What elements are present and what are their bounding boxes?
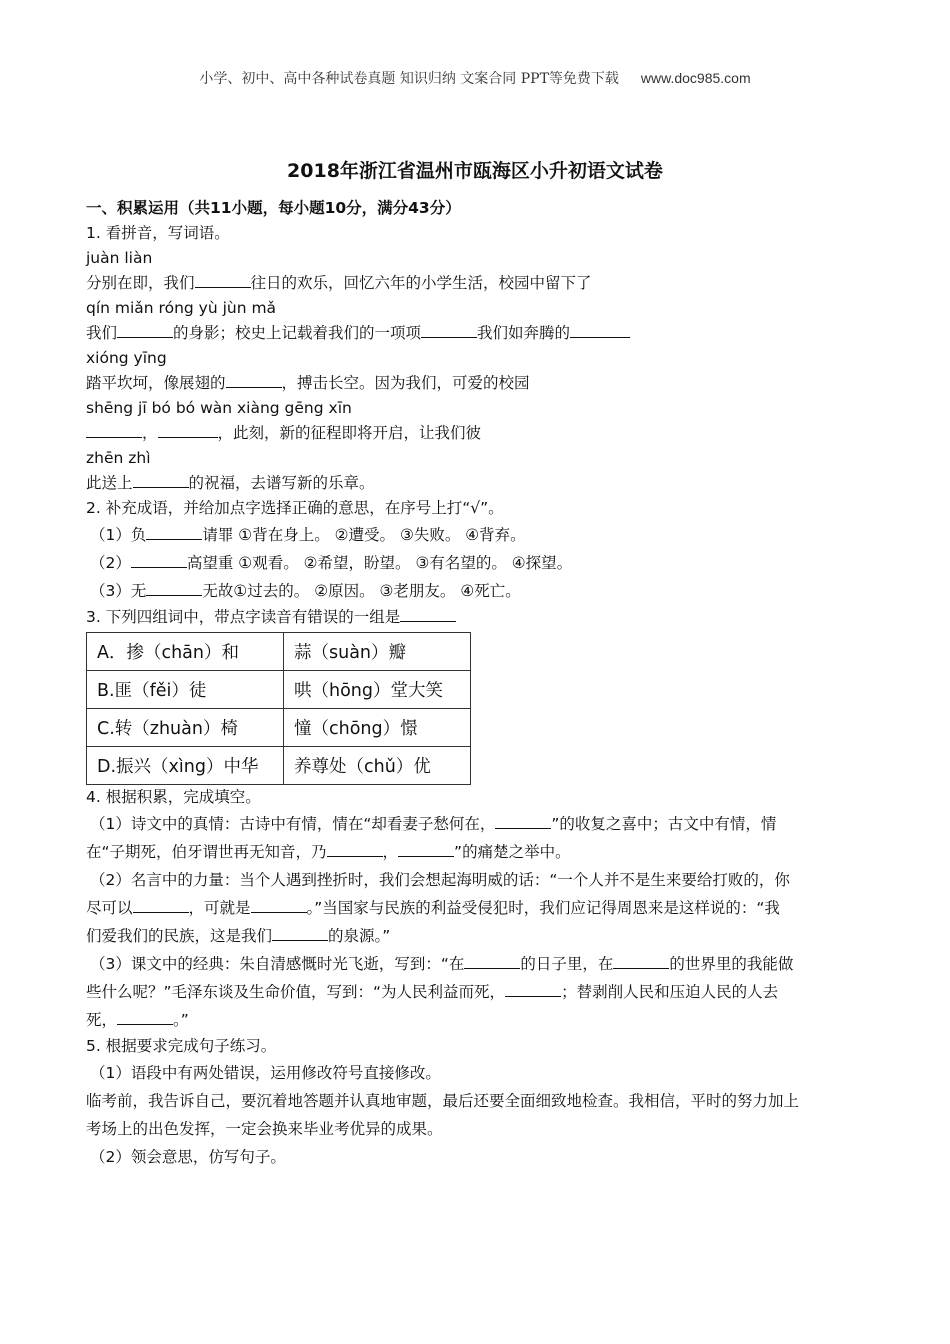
pinyin-2: qín miǎn róng yù jùn mǎ — [86, 299, 277, 317]
pinyin-4: shēng jī bó bó wàn xiàng gēng xīn — [86, 399, 352, 417]
q5-stem: 5. 根据要求完成句子练习。 — [86, 1037, 277, 1055]
q5-sub-2: （2）领会意思，仿写句子。 — [90, 1148, 286, 1166]
blank[interactable] — [327, 841, 383, 857]
option-cell[interactable]: D.振兴（xìng）中华 — [87, 747, 284, 785]
exam-content — [86, 196, 866, 1171]
blank[interactable] — [146, 580, 202, 596]
q2-item-1: （1）负 请罪 ①背在身上。 ②遭受。 ③失败。 ④背弃。 — [90, 526, 526, 544]
blank[interactable] — [400, 606, 456, 622]
blank[interactable] — [398, 841, 454, 857]
q4-line-2: 在“子期死，伯牙谓世再无知音，乃 ， ”的痛楚之举中。 — [86, 843, 571, 861]
page-header — [0, 68, 950, 88]
q4-line-7: 些什么呢？”毛泽东谈及生命价值，写到：“为人民利益而死， ；替剥削人民和压迫人民的人去 — [86, 983, 779, 1001]
q4-line-8: 死， 。” — [86, 1011, 189, 1029]
blank[interactable] — [251, 897, 307, 913]
table-row — [87, 709, 471, 747]
blank[interactable] — [570, 322, 630, 338]
blank[interactable] — [421, 322, 477, 338]
exam-title: 2018年浙江省温州市瓯海区小升初语文试卷 — [287, 160, 663, 182]
blank[interactable] — [464, 953, 520, 969]
option-cell: 养尊处（chǔ）优 — [284, 747, 471, 785]
q3-options-table — [86, 632, 471, 785]
option-cell: 憧（chōng）憬 — [284, 709, 471, 747]
blank[interactable] — [146, 524, 202, 540]
blank[interactable] — [133, 472, 189, 488]
table-row — [87, 633, 471, 671]
blank[interactable] — [133, 897, 189, 913]
q4-line-4: 尽可以 ，可就是 。”当国家与民族的利益受侵犯时，我们应记得周恩来是这样说的：“我 — [86, 899, 780, 917]
section-heading: 一、积累运用（共11小题，每小题10分，满分43分） — [86, 199, 461, 217]
q4-line-6: （3）课文中的经典：朱自清感慨时光飞逝，写到：“在 的日子里，在 的世界里的我能做 — [90, 955, 794, 973]
option-cell[interactable]: A．掺（chān）和 — [87, 633, 284, 671]
q1-line-1: 分别在即，我们 往日的欢乐，回忆六年的小学生活，校园中留下了 — [86, 274, 592, 292]
header-site: www.doc985.com — [640, 70, 751, 86]
q2-item-3: （3）无 无故①过去的。 ②原因。 ③老朋友。 ④死亡。 — [90, 582, 521, 600]
blank[interactable] — [117, 322, 173, 338]
option-cell: 哄（hōng）堂大笑 — [284, 671, 471, 709]
blank[interactable] — [272, 925, 328, 941]
table-row — [87, 671, 471, 709]
blank[interactable] — [117, 1009, 173, 1025]
table-row — [87, 747, 471, 785]
q2-stem: 2. 补充成语，并给加点字选择正确的意思，在序号上打“√”。 — [86, 499, 504, 517]
option-cell[interactable]: B.匪（fěi）徒 — [87, 671, 284, 709]
pinyin-3: xióng yīng — [86, 349, 167, 367]
blank[interactable] — [131, 552, 187, 568]
q4-line-5: 们爱我们的民族，这是我们 的泉源。” — [86, 927, 391, 945]
q5-sub-1: （1）语段中有两处错误，运用修改符号直接修改。 — [90, 1064, 441, 1082]
blank[interactable] — [195, 272, 251, 288]
blank[interactable] — [158, 422, 218, 438]
q1-line-2: 我们 的身影；校史上记载着我们的一项项 我们如奔腾的 — [86, 321, 866, 346]
q1-line-5: 此送上 的祝福，去谱写新的乐章。 — [86, 474, 375, 492]
q4-stem: 4. 根据积累，完成填空。 — [86, 788, 261, 806]
q4-line-3: （2）名言中的力量：当个人遇到挫折时，我们会想起海明威的话：“一个人并不是生来要给打败的，你 — [90, 871, 790, 889]
q5-text-1: 临考前，我告诉自己，要沉着地答题并认真地审题，最后还要全面细致地检查。我相信，平时的努力加上 — [86, 1092, 800, 1110]
pinyin-1: juàn liàn — [86, 249, 153, 267]
header-text: 小学、初中、高中各种试卷真题 知识归纳 文案合同 PPT等免费下载 — [199, 71, 619, 87]
q1-line-3: 踏平坎坷，像展翅的 ，搏击长空。因为我们，可爱的校园 — [86, 374, 530, 392]
q4-line-1: （1）诗文中的真情：古诗中有情，情在“却看妻子愁何在， ”的收复之喜中；古文中有情，情 — [90, 815, 777, 833]
q2-item-2: （2） 高望重 ①观看。 ②希望，盼望。 ③有名望的。 ④探望。 — [90, 554, 573, 572]
q1-stem: 1. 看拼音，写词语。 — [86, 224, 230, 242]
q5-text-2: 考场上的出色发挥，一定会换来毕业考优异的成果。 — [86, 1120, 443, 1138]
blank[interactable] — [86, 422, 142, 438]
option-cell: 蒜（suàn）瓣 — [284, 633, 471, 671]
option-cell[interactable]: C.转（zhuàn）椅 — [87, 709, 284, 747]
blank[interactable] — [613, 953, 669, 969]
blank[interactable] — [505, 981, 561, 997]
blank[interactable] — [495, 813, 551, 829]
blank[interactable] — [226, 372, 282, 388]
q3-stem: 3. 下列四组词中，带点字读音有错误的一组是 — [86, 605, 866, 630]
pinyin-5: zhēn zhì — [86, 449, 151, 467]
q1-line-4: ， ，此刻，新的征程即将开启，让我们彼 — [86, 421, 866, 446]
